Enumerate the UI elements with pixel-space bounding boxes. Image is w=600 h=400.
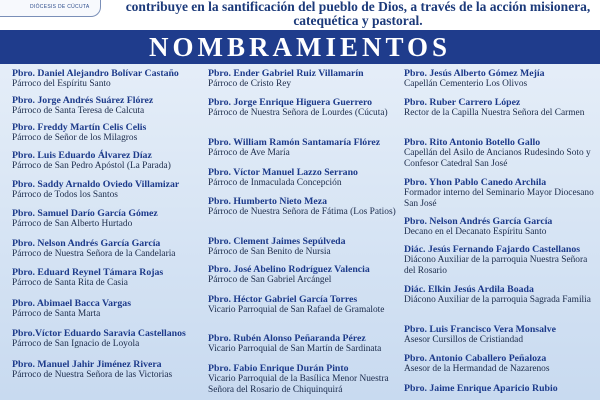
appointee-name: Pbro. Jaime Enrique Aparicio Rubio	[404, 383, 558, 394]
appointee-role: Párroco de Santa Rita de Casia	[12, 278, 128, 288]
list-item	[404, 68, 600, 97]
mission-line-2: catequética y pastoral.	[293, 13, 423, 28]
appointee-name: Pbro. William Ramón Santamaría Flórez	[208, 137, 381, 148]
appointee-name: Pbro. Nelson Andrés García García	[404, 216, 553, 227]
appointee-role: Párroco de Nuestra Señora de Lourdes (Cúcuta)	[208, 108, 388, 118]
list-item	[208, 236, 400, 264]
appointee-name: Diác. Jesús Fernando Fajardo Castellanos	[404, 244, 581, 255]
appointee-role: Vicario Parroquial de San Rafael de Gramalote	[208, 305, 385, 315]
appointee-role: Párroco de Nuestra Señora de la Candelaria	[12, 249, 176, 259]
list-item	[208, 137, 400, 167]
mission-line-1: contribuye en la santificación del pueblo de Dios, a través de la acción misionera,	[125, 0, 591, 14]
appointee-role: Párroco de San Pedro Apóstol (La Parada)	[12, 161, 171, 171]
appointee-role: Párroco de San Gabriel Arcángel	[208, 275, 332, 285]
appointee-role: Capellán del Asilo de Ancianos Rudesindo Soto y Confesor Catedral San José	[404, 148, 591, 169]
appointee-name: Pbro. Rubén Alonso Peñaranda Pérez	[208, 333, 366, 344]
list-item	[12, 267, 204, 298]
list-item	[208, 196, 400, 236]
appointee-name: Pbro. Manuel Jahir Jiménez Rivera	[12, 359, 162, 370]
appointee-name: Pbro. Jesús Alberto Gómez Mejía	[404, 68, 545, 79]
appointee-name: Pbro. José Abelino Rodríguez Valencia	[208, 264, 370, 275]
list-item	[12, 238, 204, 267]
list-item	[208, 167, 400, 196]
column-3	[404, 68, 600, 394]
list-item	[12, 359, 204, 387]
appointee-role: Vicario Parroquial de San Martín de Sardinata	[208, 344, 382, 354]
list-item	[404, 177, 600, 216]
appointee-role: Párroco de Inmaculada Concepción	[208, 178, 342, 188]
appointee-role: Párroco de Nuestra Señora de Fátima (Los Patios)	[208, 207, 396, 217]
page-title: NOMBRAMIENTOS	[148, 32, 452, 62]
appointee-role: Párroco de Señor de los Milagros	[12, 133, 138, 143]
appointee-name: Pbro. Nelson Andrés García García	[12, 238, 161, 249]
appointee-role: Párroco de San Alberto Hurtado	[12, 219, 133, 229]
appointee-name: Pbro. Ender Gabriel Ruiz Villamarín	[208, 68, 364, 79]
appointee-name: Pbro. Yhon Pablo Canedo Archila	[404, 177, 547, 188]
list-item	[12, 122, 204, 150]
diocese-logo	[0, 0, 101, 17]
appointee-name: Pbro. Eduard Reynel Támara Rojas	[12, 267, 164, 278]
appointee-role: Párroco de Cristo Rey	[208, 79, 292, 89]
appointee-role: Párroco de Todos los Santos	[12, 190, 118, 200]
list-item	[208, 294, 400, 333]
appointee-name: Pbro. Daniel Alejandro Bolívar Castaño	[12, 68, 179, 79]
appointee-name: Pbro. Ruber Carrero López	[404, 97, 521, 108]
list-item	[12, 95, 204, 122]
appointee-name: Pbro. Víctor Manuel Lazzo Serrano	[208, 167, 358, 178]
appointee-name: Pbro. Luis Francisco Vera Monsalve	[404, 324, 556, 335]
appointee-name: Pbro. Jorge Enrique Higuera Guerrero	[208, 97, 373, 108]
list-item	[404, 284, 600, 324]
appointee-role: Párroco de Santa Marta	[12, 309, 101, 319]
appointee-role: Vicario Parroquial de la Basílica Menor Nuestra Señora del Rosario de Chiquinquirá	[208, 374, 389, 395]
appointee-role: Párroco del Espíritu Santo	[12, 79, 111, 89]
list-item	[12, 328, 204, 359]
appointee-name: Pbro. Rito Antonio Botello Gallo	[404, 137, 541, 148]
list-item	[404, 216, 600, 244]
appointee-role: Asesor de la Hermandad de Nazarenos	[404, 364, 550, 374]
appointee-name: Pbro. Abimael Bacca Vargas	[12, 298, 132, 309]
column-2	[208, 68, 400, 395]
list-item	[208, 264, 400, 294]
appointee-role: Párroco de Nuestra Señora de las Victorias	[12, 370, 173, 380]
list-item	[12, 179, 204, 208]
header	[0, 0, 600, 30]
appointee-name: Pbro. Saddy Arnaldo Oviedo Villamizar	[12, 179, 180, 190]
appointee-name: Pbro. Freddy Martín Celis Celis	[12, 122, 147, 133]
appointee-name: Pbro. Antonio Caballero Peñaloza	[404, 353, 547, 364]
appointee-role: Asesor Cursillos de Cristiandad	[404, 335, 524, 345]
column-1	[12, 68, 204, 387]
appointee-name: Pbro.Víctor Eduardo Saravia Castellanos	[12, 328, 186, 339]
list-item	[404, 97, 600, 137]
appointee-role: Capellán Cementerio Los Olivos	[404, 79, 528, 89]
appointee-name: Pbro. Fabio Enrique Durán Pinto	[208, 363, 349, 374]
appointee-role: Párroco de San Benito de Nursia	[208, 247, 331, 257]
appointee-role: Rector de la Capilla Nuestra Señora del Carmen	[404, 108, 585, 118]
appointee-name: Pbro. Clement Jaimes Sepúlveda	[208, 236, 346, 247]
appointee-name: Pbro. Humberto Nieto Meza	[208, 196, 327, 207]
appointee-role: Diácono Auxiliar de la parroquia Sagrada Familia	[404, 295, 591, 305]
list-item	[404, 244, 600, 284]
list-item	[208, 363, 400, 395]
appointee-role: Párroco de Santa Teresa de Calcuta	[12, 106, 145, 116]
list-item	[12, 298, 204, 328]
list-item	[404, 324, 600, 353]
mission-statement	[118, 0, 598, 28]
appointee-role: Párroco de San Ignacio de Loyola	[12, 339, 140, 349]
list-item	[208, 68, 400, 97]
list-item	[12, 68, 204, 95]
list-item	[12, 208, 204, 238]
list-item	[404, 383, 600, 394]
logo-text: DIÓCESIS DE CÚCUTA	[30, 4, 90, 10]
list-item	[208, 333, 400, 363]
appointee-role: Decano en el Decanato Espíritu Santo	[404, 227, 547, 237]
appointee-name: Pbro. Jorge Andrés Suárez Flórez	[12, 95, 154, 106]
list-item	[208, 97, 400, 137]
appointee-role: Formador interno del Seminario Mayor Diocesano San José	[404, 188, 594, 209]
list-item	[404, 353, 600, 383]
list-item	[12, 150, 204, 179]
appointee-role: Diácono Auxiliar de la parroquia Nuestra Señora del Rosario	[404, 255, 588, 276]
list-item	[404, 137, 600, 177]
appointee-name: Diác. Elkin Jesús Ardila Boada	[404, 284, 534, 295]
appointee-role: Párroco de Ave María	[208, 148, 290, 158]
appointee-name: Pbro. Samuel Darío García Gómez	[12, 208, 158, 219]
appointee-name: Pbro. Luis Eduardo Álvarez Díaz	[12, 150, 152, 161]
appointee-name: Pbro. Héctor Gabriel García Torres	[208, 294, 358, 305]
